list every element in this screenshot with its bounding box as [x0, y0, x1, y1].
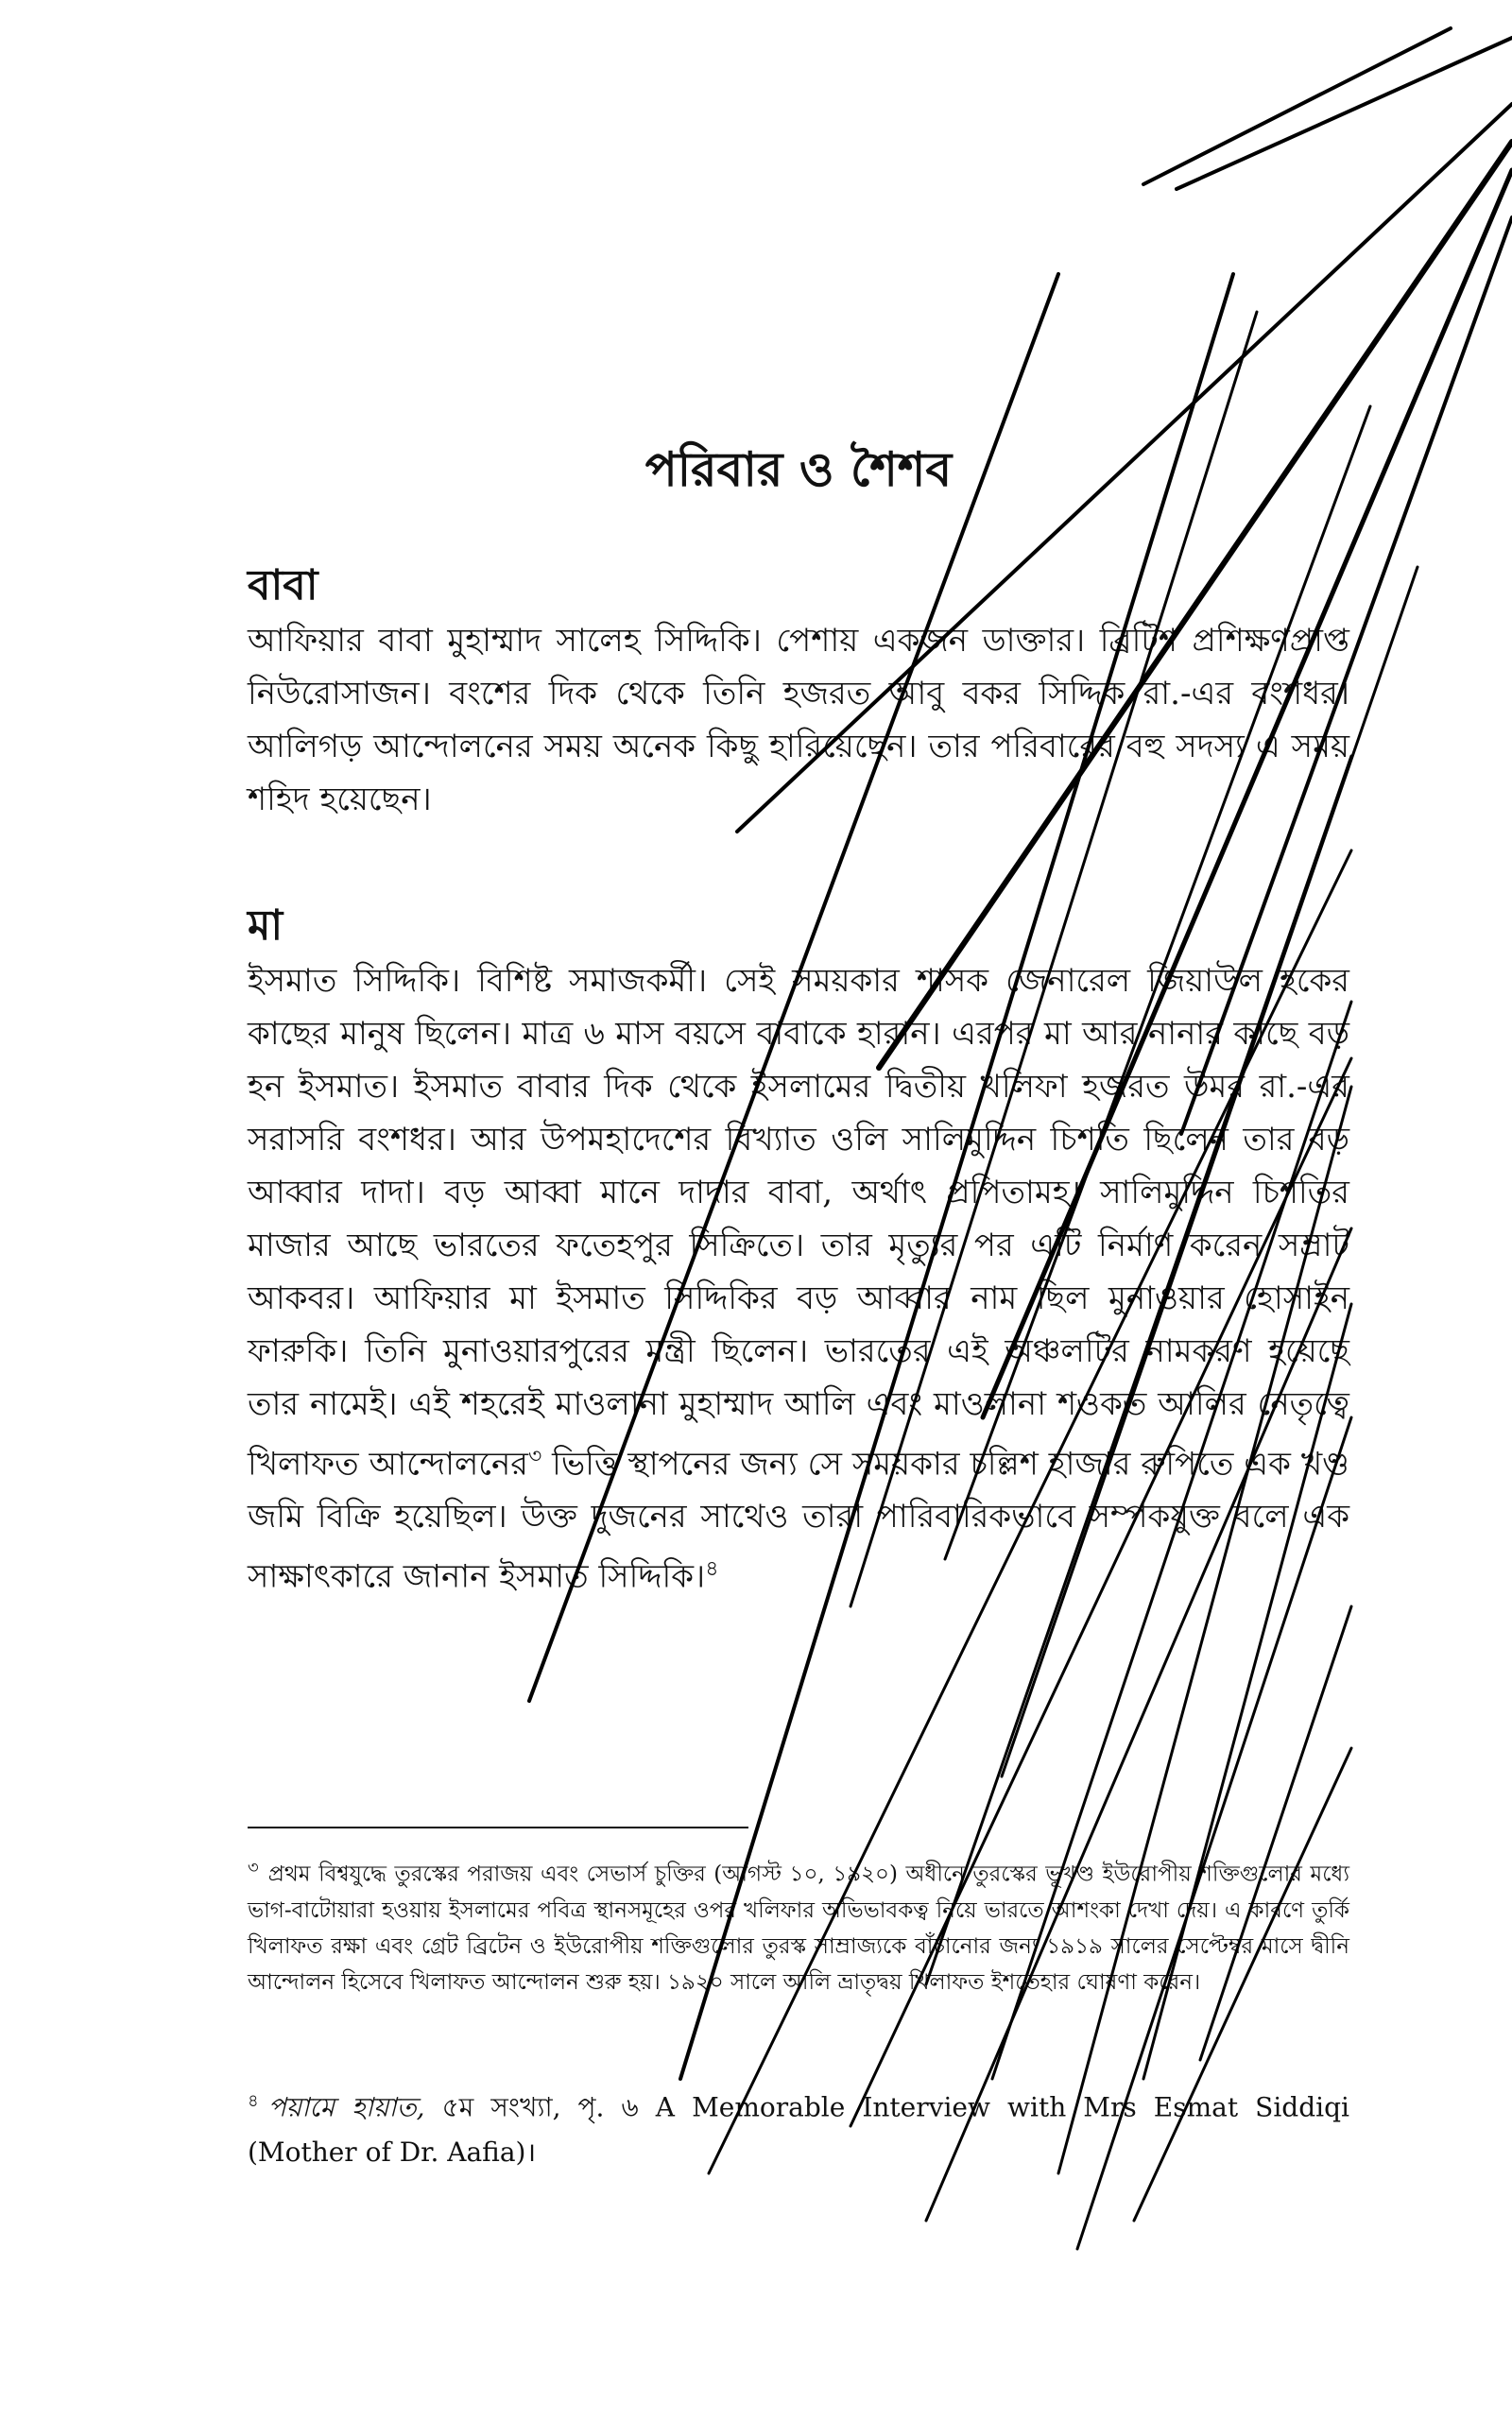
footnote-mark: ৪	[248, 2091, 259, 2111]
footnote-journal-title: পয়ামে হায়াত,	[267, 2091, 425, 2123]
footnote-ref-4: ৪	[705, 1557, 719, 1582]
mother-text-part2: ভিত্তি স্থাপনের জন্য সে সময়কার চল্লিশ হাজার রুপিতে এক খণ্ড জমি বিক্রি হয়েছিল। উক্ত দুজনের সাথেও তারা পারিবারিকভাবে সম্পকযুক্ত বলে এক সাক্ষাৎকারে জানান ইসমাত সিদ্দিকি।	[248, 1445, 1349, 1596]
footnote-text: ৫ম সংখ্যা, পৃ. ৬ A Memorable Interview with Mrs Esmat Siddiqi (Mother of Dr. Aafia)।	[248, 2091, 1349, 2169]
footnote-mark: ৩	[248, 1858, 259, 1878]
section-heading-mother: মা	[248, 901, 284, 950]
footnote-divider	[248, 1827, 748, 1828]
mother-paragraph	[248, 954, 1349, 1604]
mother-text-part1: ইসমাত সিদ্দিকি। বিশিষ্ট সমাজকর্মী। সেই সময়কার শাসক জেনারেল জিয়াউল হকের কাছের মানুষ ছিলেন। মাত্র ৬ মাস বয়সে বাবাকে হারান। এরপর মা আর নানার কাছে বড় হন ইসমাত। ইসমাত বাবার দিক থেকে ইসলামের দ্বিতীয় খলিফা হজরত উমর রা.-এর সরাসরি বংশধর। আর উপমহাদেশের বিখ্যাত ওলি সালিমুদ্দিন চিশতি ছিলেন তার বড় আব্বার দাদা। বড় আব্বা মানে দাদার বাবা, অর্থাৎ প্রপিতামহ। সালিমুদ্দিন চিশতির মাজার আছে ভারতের ফতেহপুর সিক্রিতে। তার মৃত্যুর পর এটি নির্মাণ করেন সম্রাট আকবর। আফিয়ার মা ইসমাত সিদ্দিকির বড় আব্বার নাম ছিল মুনাওয়ার হোসাইন ফারুকি। তিনি মুনাওয়ারপুরের মন্ত্রী ছিলেন। ভারতের এই অঞ্চলটির নামকরণ হয়েছে তার নামেই। এই শহরেই মাওলানা মুহাম্মাদ আলি এবং মাওলানা শওকত আলির নেতৃত্বে খিলাফত আন্দোলনের	[248, 962, 1349, 1484]
chapter-title: পরিবার ও শৈশব	[644, 441, 953, 497]
footnote-4	[248, 2079, 1349, 2175]
book-page	[248, 0, 1349, 2420]
footnote-ref-3: ৩	[527, 1445, 542, 1468]
footnote-3	[248, 1850, 1349, 2000]
father-paragraph: আফিয়ার বাবা মুহাম্মাদ সালেহ সিদ্দিকি। পেশায় একজন ডাক্তার। ব্রিটিশ প্রশিক্ষণপ্রাপ্ত নিউরোসাজন। বংশের দিক থেকে তিনি হজরত আবু বকর সিদ্দিক রা.-এর বংশধর। আলিগড় আন্দোলনের সময় অনেক কিছু হারিয়েছেন। তার পরিবারের বহু সদস্য এ সময় শহিদ হয়েছেন।	[248, 622, 1349, 818]
footnote-text: প্রথম বিশ্বযুদ্ধে তুরস্কের পরাজয় এবং সেভার্স চুক্তির (আগস্ট ১০, ১৯২০) অধীনে তুরস্কের ভূখণ্ড ইউরোপীয় শক্তিগুলোর মধ্যে ভাগ-বাটোয়ারা হওয়ায় ইসলামের পবিত্র স্থানসমূহের ওপর খলিফার অভিভাবকত্ব নিয়ে ভারতে আশংকা দেখা দেয়। এ কারণে তুর্কি খিলাফত রক্ষা এবং গ্রেট ব্রিটেন ও ইউরোপীয় শক্তিগুলোর তুরস্ক সাম্রাজ্যকে বাঁচানোর জন্য ১৯১৯ সালের সেপ্টেম্বর মাসে দ্বীনি আন্দোলন হিসেবে খিলাফত আন্দোলন শুরু হয়। ১৯২০ সালে আলি ভ্রাতৃদ্বয় খিলাফত ইশতেহার ঘোষণা করেন।	[248, 1862, 1349, 1995]
section-heading-father: বাবা	[248, 561, 318, 609]
